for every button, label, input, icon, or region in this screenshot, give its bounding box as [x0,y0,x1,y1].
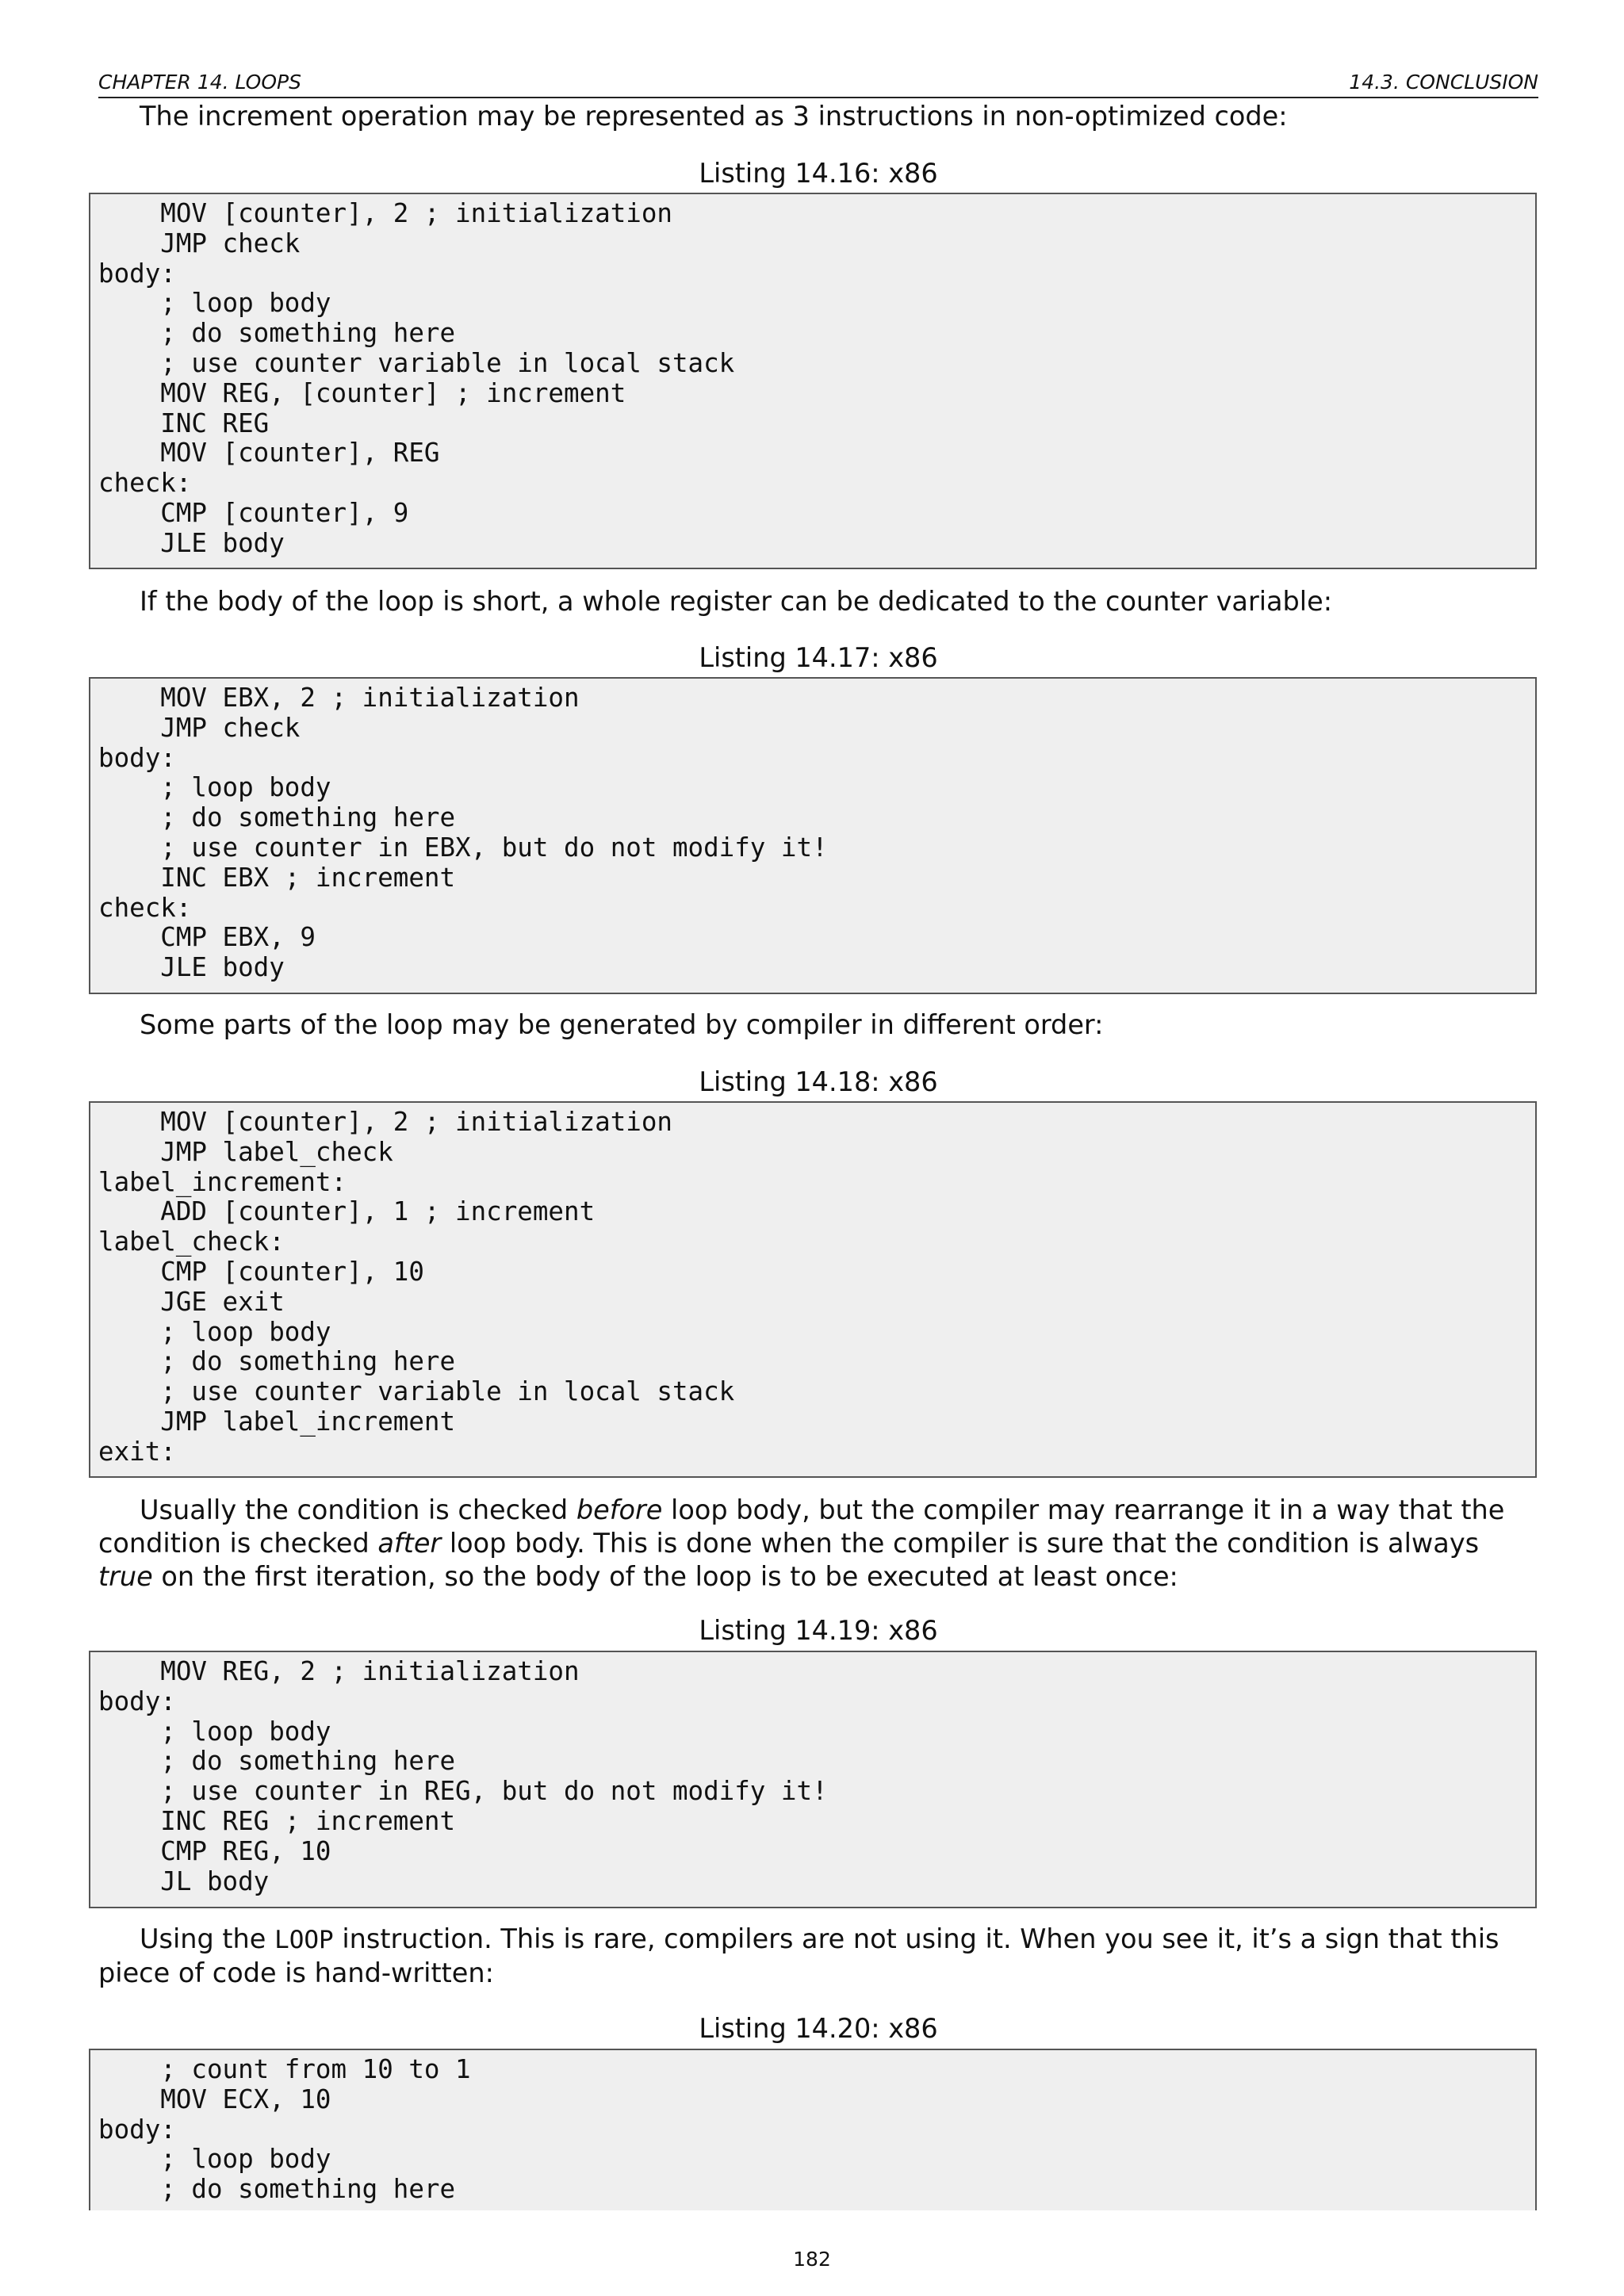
code-line: JMP check [98,712,301,743]
code-line: ; use counter in REG, but do not modify it! [98,1776,828,1807]
code-line: CMP EBX, 9 [98,922,316,953]
paragraph-register: If the body of the loop is short, a whole register can be dedicated to the counter variable: [140,586,1333,617]
code-listing-14-16 [89,193,1537,569]
code-line: JMP check [98,228,301,258]
code-listing-14-19 [89,1651,1537,1908]
code-line: check: [98,468,192,499]
code-listing-14-17 [89,677,1537,994]
code-line: MOV [counter], 2 ; initialization [98,198,672,228]
chapter-title: CHAPTER 14. LOOPS [98,71,301,94]
code-listing-14-18 [89,1101,1537,1478]
code-line: body: [98,258,176,289]
code-line: check: [98,892,192,923]
code-line: MOV [counter], 2 ; initialization [98,1107,672,1137]
code-line: INC EBX ; increment [98,862,456,893]
code-line: exit: [98,1436,176,1467]
paragraph-loop-instruction: Using the LOOP instruction. This is rare, compilers are not using it. When you see it, it’s a sign that this piece of code is hand-written: [98,1923,1500,1988]
code-line: JL body [98,1866,270,1896]
code-line: body: [98,2114,176,2145]
code-line: MOV [counter], REG [98,438,440,469]
code-line: ; use counter variable in local stack [98,1376,735,1407]
paragraph-order: Some parts of the loop may be generated by compiler in different order: [140,1009,1104,1040]
code-line: ; loop body [98,1316,331,1347]
listing-caption-14-16: Listing 14.16: x86 [699,158,938,189]
code-line: JGE exit [98,1286,285,1317]
code-line: ; do something here [98,1346,456,1377]
code-line: JLE body [98,527,285,558]
code-line: label_check: [98,1226,285,1257]
code-line: ; loop body [98,288,331,319]
running-header [98,68,1538,98]
code-line: ; do something here [98,1746,456,1777]
code-line: ; do something here [98,802,456,833]
listing-caption-14-20: Listing 14.20: x86 [699,2013,938,2044]
paragraph-condition: Usually the condition is checked before loop body, but the compiler may rearrange it in a way that the condition is checked after loop body. This is done when the compiler is sure that the condition is always true on the first iteration, so the body of the loop is to be executed at least once: [98,1494,1505,1592]
code-line: JLE body [98,952,285,983]
section-title: 14.3. CONCLUSION [1349,71,1538,94]
code-line: JMP label_increment [98,1406,456,1437]
code-line: MOV REG, [counter] ; increment [98,377,626,408]
code-line: ; count from 10 to 1 [98,2054,471,2084]
paragraph-increment: The increment operation may be represented as 3 instructions in non-optimized code: [140,101,1288,132]
code-line: body: [98,742,176,773]
code-line: ; use counter variable in local stack [98,347,735,378]
code-line: label_increment: [98,1166,347,1197]
code-listing-14-20 [89,2049,1537,2210]
code-line: INC REG ; increment [98,1805,456,1836]
code-line: INC REG [98,408,270,438]
code-line: ; loop body [98,1716,331,1747]
page-number: 182 [793,2248,831,2271]
code-line: ; use counter in EBX, but do not modify it! [98,832,828,863]
code-line: CMP [counter], 10 [98,1256,424,1287]
code-line: ; do something here [98,318,456,349]
code-line: ADD [counter], 1 ; increment [98,1196,596,1227]
code-line: ; do something here [98,2174,456,2205]
code-line: body: [98,1686,176,1716]
listing-caption-14-19: Listing 14.19: x86 [699,1615,938,1646]
listing-caption-14-18: Listing 14.18: x86 [699,1066,938,1097]
code-line: CMP REG, 10 [98,1835,331,1866]
code-line: MOV REG, 2 ; initialization [98,1656,580,1686]
code-line: JMP label_check [98,1136,393,1167]
code-line: ; loop body [98,772,331,803]
code-line: ; loop body [98,2144,331,2175]
code-line: MOV EBX, 2 ; initialization [98,683,580,713]
code-line: CMP [counter], 9 [98,497,409,528]
code-line: MOV ECX, 10 [98,2084,331,2114]
listing-caption-14-17: Listing 14.17: x86 [699,642,938,673]
